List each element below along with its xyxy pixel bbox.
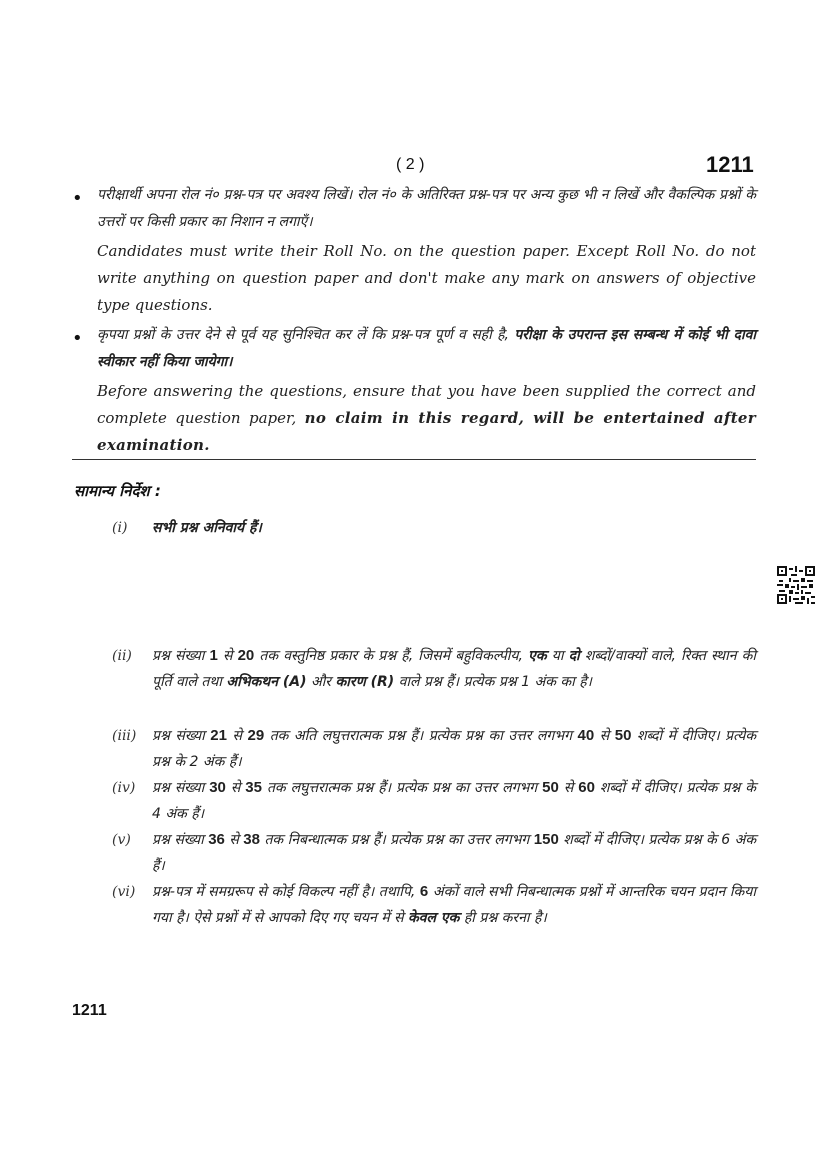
item-text (152, 827, 756, 879)
note-2-english-plain: Before answering the questions, ensure that you have been supplied the correct and complete question paper, (97, 382, 756, 427)
note-2-hindi-bold: परीक्षा के उपरान्त इस सम्बन्ध में कोई भी दावा स्वीकार नहीं किया जायेगा। (97, 327, 756, 370)
item-number: (vi) (112, 884, 136, 900)
item-number: (iv) (112, 780, 136, 796)
item-text-part: प्रश्न संख्या (152, 780, 205, 796)
item-text-part: या (551, 648, 564, 664)
item-number-bold: 29 (247, 727, 265, 744)
item-number-bold: 6 (419, 883, 429, 900)
instruction-item-3 (112, 723, 756, 775)
item-text-part: से (563, 780, 574, 796)
item-text-part: शब्दों में दीजिए। प्रत्येक प्रश्न के 2 अंक हैं। (152, 728, 757, 770)
item-text-part: तक निबन्धात्मक प्रश्न हैं। प्रत्येक प्रश्न का उत्तर लगभग (264, 832, 530, 848)
item-text (152, 879, 756, 931)
item-text-bold: अभिकथन (A) (226, 674, 307, 690)
item-number-bold: 40 (577, 727, 595, 744)
item-text-part: से (230, 780, 241, 796)
item-text (152, 723, 756, 775)
item-text (152, 643, 756, 695)
item-number: (ii) (112, 648, 132, 664)
item-text-part: शब्दों में दीजिए। प्रत्येक प्रश्न के 4 अंक हैं। (152, 780, 756, 822)
item-number-bold: 36 (208, 831, 225, 848)
item-number-bold: 150 (533, 831, 559, 848)
item-number-bold: 1 (209, 647, 218, 664)
divider (72, 459, 756, 460)
paper-code-bottom: 1211 (72, 1002, 107, 1019)
qr-code-icon (777, 566, 815, 604)
instruction-item-4 (112, 775, 756, 827)
item-text (152, 775, 756, 827)
item-text-part: और (310, 674, 332, 690)
item-number-bold: 35 (245, 779, 262, 796)
item-text-part: अंकों वाले सभी निबन्धात्मक प्रश्नों में आन्तरिक चयन प्रदान किया गया है। ऐसे प्रश्नों में से आपको दिए गए चयन में से (152, 884, 757, 926)
paper-code-top: 1211 (706, 152, 754, 177)
item-text-part: से (599, 728, 610, 744)
item-text-bold: एक (528, 648, 547, 664)
item-text-part: प्रश्न संख्या (152, 648, 205, 664)
note-1-english: Candidates must write their Roll No. on the question paper. Except Roll No. do not write anything on question paper and don't make any mark on answers of objective type questions. (97, 242, 756, 314)
item-text-part: तक वस्तुनिष्ठ प्रकार के प्रश्न हैं, जिसमें बहुविकल्पीय, (259, 648, 523, 664)
item-text-part: से (222, 648, 233, 664)
instruction-item-2 (112, 643, 756, 695)
item-text-part: से (229, 832, 239, 848)
item-text-part: तक अति लघुत्तरात्मक प्रश्न हैं। प्रत्येक प्रश्न का उत्तर लगभग (269, 728, 573, 744)
item-number-bold: 30 (209, 779, 226, 796)
item-text-bold: केवल एक (408, 910, 460, 926)
item-text-bold: कारण (R) (335, 674, 395, 690)
item-text-part: शब्दों/वाक्यों वाले, रिक्त स्थान की पूर्ति वाले तथा (152, 648, 756, 690)
item-text-part: सभी प्रश्न अनिवार्य हैं। (152, 520, 262, 536)
bullet-icon: • (72, 328, 83, 349)
page-number: ( 2 ) (396, 156, 425, 173)
note-2-hindi-plain: कृपया प्रश्नों के उत्तर देने से पूर्व यह सुनिश्चित कर लें कि प्रश्न-पत्र पूर्ण व सही है, (97, 327, 509, 343)
item-text-part: शब्दों में दीजिए। प्रत्येक प्रश्न के 6 अंक हैं। (152, 832, 757, 874)
item-text-part: वाले प्रश्न हैं। प्रत्येक प्रश्न 1 अंक का है। (398, 674, 592, 690)
note-2-english (97, 378, 756, 459)
item-number-bold: 60 (578, 779, 595, 796)
item-text-part: प्रश्न-पत्र में समग्ररूप से कोई विकल्प नहीं है। तथापि, (152, 884, 416, 900)
note-2-hindi (97, 322, 756, 376)
item-number: (i) (112, 520, 128, 536)
item-number-bold: 50 (614, 727, 632, 744)
instruction-item-1 (112, 515, 756, 541)
item-number-bold: 38 (243, 831, 260, 848)
item-text-bold: दो (568, 648, 580, 664)
general-instructions-heading: सामान्य निर्देश : (74, 482, 161, 500)
item-text-part: से (232, 728, 242, 744)
item-number-bold: 21 (210, 727, 227, 744)
instruction-item-5 (112, 827, 756, 879)
item-text-part: प्रश्न संख्या (152, 728, 205, 744)
note-2-english-bold: no claim in this regard, will be entertained after examination. (97, 409, 756, 454)
item-text (152, 515, 756, 541)
item-number: (v) (112, 832, 131, 848)
item-number-bold: 50 (542, 779, 559, 796)
note-1-hindi: परीक्षार्थी अपना रोल नं० प्रश्न-पत्र पर अवश्य लिखें। रोल नं० के अतिरिक्त प्रश्न-पत्र पर अन्य कुछ भी न लिखें और वैकल्पिक प्रश्नों के उत्तरों पर किसी प्रकार का निशान न लगाएँ। (97, 187, 756, 230)
item-text-part: प्रश्न संख्या (152, 832, 204, 848)
item-number-bold: 20 (237, 647, 255, 664)
bullet-icon: • (72, 188, 83, 209)
item-number: (iii) (112, 728, 137, 744)
instruction-item-6 (112, 879, 756, 931)
item-text-part: तक लघुत्तरात्मक प्रश्न हैं। प्रत्येक प्रश्न का उत्तर लगभग (266, 780, 538, 796)
item-text-part: ही प्रश्न करना है। (463, 910, 547, 926)
